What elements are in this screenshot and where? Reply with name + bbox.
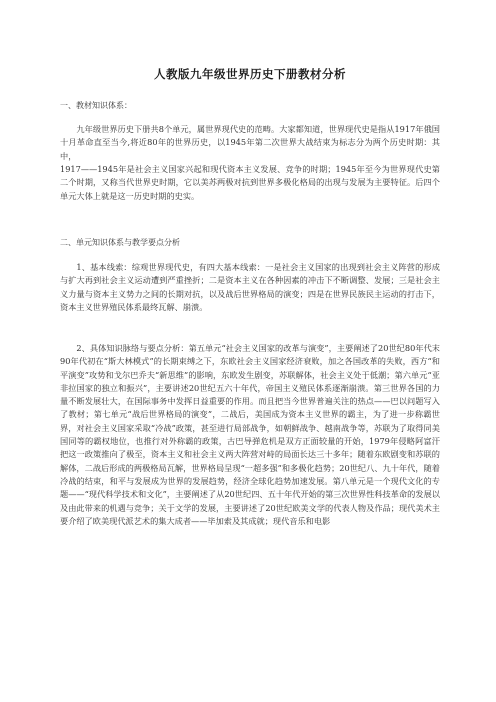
paragraph-knowledge-details: 2、具体知识脉络与要点分析：第五单元“社会主义国家的改革与演变”，主要阐述了20世纪80年代末90年代初在“斯大林模式”的长期束缚之下，东欧社会主义国家经济衰败，加之各国改革的失败，西方“和平演变”攻势和戈尔巴乔夫“新思维”的影响，东欧发生剧变，苏联解体，社会主义处于低潮；第六单元“亚非拉国家的独立和振兴”，主要讲述20世纪五六十年代，帝国主义殖民体系逐渐崩溃。第三世界各国的力量不断发展壮大，在国际事务中发挥日益重要的作用。而且把当今世界普遍关注的热点——巴以问题写入了教材；第七单元“战后世界格局的演变”，二战后，美国成为资本主义世界的霸主，为了进一步称霸世界，对社会主义国家采取“冷战”政策，甚至进行局部战争，如朝鲜战争、越南战争等，苏联为了取得同美国同等的霸权地位，也推行对外称霸的政策，古巴导弹危机是双方正面较量的开始，1979年侵略阿富汗把这一政策推向了极至，资本主义和社会主义两大阵营对峙的局面长达三十多年；随着东欧剧变和苏联的解体，二战后形成的两极格局瓦解，世界格局呈现“一超多强”和多极化趋势；20世纪八、九十年代，随着冷战的结束，和平与发展成为世界的发展趋势，经济全球化趋势加速发展。第八单元是一个现代文化的专题——“现代科学技术和文化”，主要阐述了从20世纪四、五十年代开始的第三次世界性科技革命的发展以及由此带来的机遇与竞争；关于文学的发展，主要讲述了20世纪欧美文学的代表人物及作品；现代美术主要介绍了欧美现代派艺术的集大成者——毕加索及其成就；现代音乐和电影	[60, 343, 440, 526]
paragraph-overview: 九年级世界历史下册共8个单元，属世界现代史的范畴。大家都知道，世界现代史是指从1917年俄国十月革命直至当今,将近80年的世界历史，以1945年第二次世界大战结束为标志分为两个历史时期：其中，	[60, 124, 440, 161]
paragraph-periods: 1917——1945年是社会主义国家兴起和现代资本主义发展、竞争的时期；1945年至今为世界现代史第二个时期，又称当代世界史时期，它以美苏两极对抗到世界多极化格局的出现与发展为主要特征。后四个单元大体上就是这一历史时期的史实。	[60, 164, 440, 201]
paragraph-basic-clues: 1、基本线索：综观世界现代史，有四大基本线索：一是社会主义国家的出现到社会主义阵营的形成与扩大再到社会主义运动遭到严重挫折；二是资本主义在各种因素的冲击下不断调整、发展；三是社会主义力量与资本主义势力之间的长期对抗，以及战后世界格局的演变；四是在世界民族民主运动的打击下，资本主义世界殖民体系最终瓦解、崩溃。	[60, 262, 440, 312]
section-heading-knowledge-system: 一、教材知识体系：	[60, 101, 132, 110]
document-title: 人教版九年级世界历史下册教材分析	[154, 67, 346, 81]
section-heading-unit-analysis: 二、单元知识体系与教学要点分析	[60, 238, 180, 247]
